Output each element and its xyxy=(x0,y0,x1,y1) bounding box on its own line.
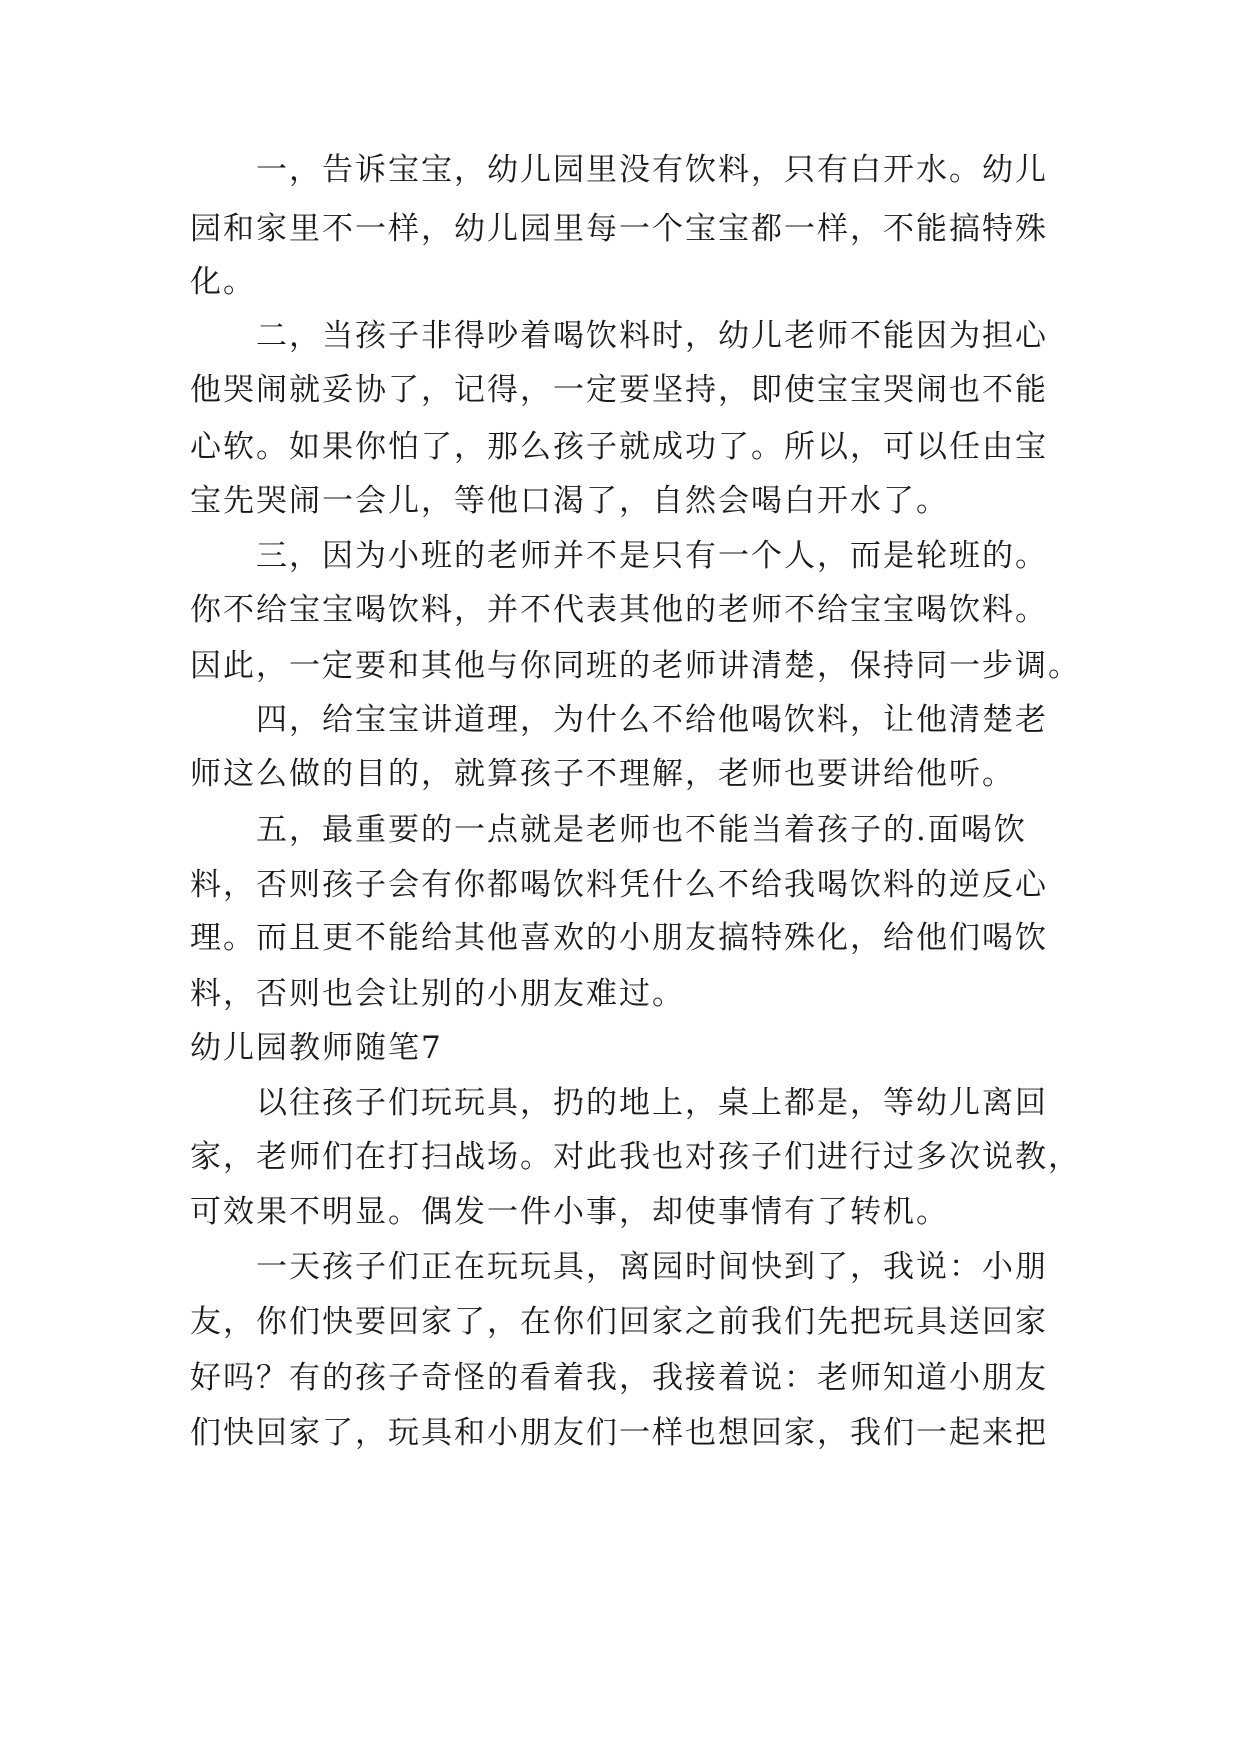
paragraph-1-line-1: 一，告诉宝宝，幼儿园里没有饮料，只有白开水。幼儿 xyxy=(256,152,1048,188)
paragraph-3-line-3: 因此，一定要和其他与你同班的老师讲清楚，保持同一步调。 xyxy=(190,648,1081,684)
paragraph-5-line-2: 料，否则孩子会有你都喝饮料凭什么不给我喝饮料的逆反心 xyxy=(190,867,1048,903)
paragraph-4-line-1: 四，给宝宝讲道理，为什么不给他喝饮料，让他清楚老 xyxy=(256,702,1048,738)
paragraph-5-line-4: 料，否则也会让别的小朋友难过。 xyxy=(190,976,685,1012)
paragraph-5-line-1: 五，最重要的一点就是老师也不能当着孩子的.面喝饮 xyxy=(256,812,1027,848)
paragraph-1-line-3: 化。 xyxy=(190,264,256,300)
paragraph-5-line-3: 理。而且更不能给其他喜欢的小朋友搞特殊化，给他们喝饮 xyxy=(190,920,1048,956)
section-heading: 幼儿园教师随笔7 xyxy=(190,1030,443,1066)
paragraph-2-line-4: 宝先哭闹一会儿，等他口渴了，自然会喝白开水了。 xyxy=(190,483,949,519)
paragraph-7-line-2: 友，你们快要回家了，在你们回家之前我们先把玩具送回家 xyxy=(190,1304,1048,1340)
paragraph-7-line-4: 们快回家了，玩具和小朋友们一样也想回家，我们一起来把 xyxy=(190,1415,1048,1451)
paragraph-6-line-2: 家，老师们在打扫战场。对此我也对孩子们进行过多次说教， xyxy=(190,1139,1081,1175)
paragraph-3-line-2: 你不给宝宝喝饮料，并不代表其他的老师不给宝宝喝饮料。 xyxy=(190,592,1048,628)
paragraph-2-line-2: 他哭闹就妥协了，记得，一定要坚持，即使宝宝哭闹也不能 xyxy=(190,372,1048,408)
paragraph-2-line-1: 二，当孩子非得吵着喝饮料时，幼儿老师不能因为担心 xyxy=(256,318,1048,354)
paragraph-1-line-2: 园和家里不一样，幼儿园里每一个宝宝都一样，不能搞特殊 xyxy=(190,211,1048,247)
paragraph-2-line-3: 心软。如果你怕了，那么孩子就成功了。所以，可以任由宝 xyxy=(190,429,1048,465)
paragraph-3-line-1: 三，因为小班的老师并不是只有一个人，而是轮班的。 xyxy=(256,538,1048,574)
paragraph-6-line-1: 以往孩子们玩玩具，扔的地上，桌上都是，等幼儿离回 xyxy=(256,1085,1048,1121)
paragraph-6-line-3: 可效果不明显。偶发一件小事，却使事情有了转机。 xyxy=(190,1194,949,1230)
paragraph-7-line-1: 一天孩子们正在玩玩具，离园时间快到了，我说：小朋 xyxy=(256,1249,1048,1285)
paragraph-7-line-3: 好吗？有的孩子奇怪的看着我，我接着说：老师知道小朋友 xyxy=(190,1360,1048,1396)
paragraph-4-line-2: 师这么做的目的，就算孩子不理解，老师也要讲给他听。 xyxy=(190,756,1015,792)
